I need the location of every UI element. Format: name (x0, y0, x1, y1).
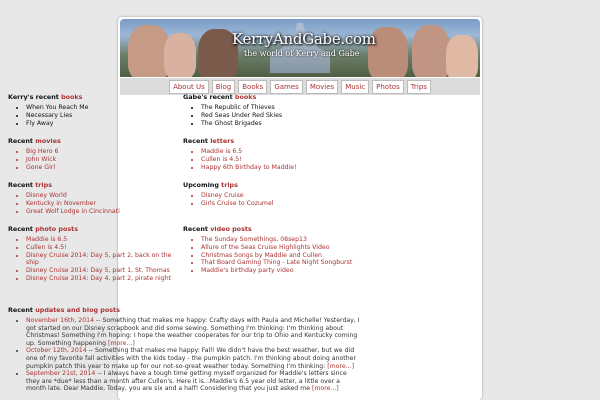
site-subtitle: the world of Kerry and Gabe (244, 49, 360, 58)
section-heading: Recent photo posts (8, 225, 79, 233)
nav-about-us[interactable]: About Us (169, 80, 209, 94)
section-link[interactable]: movies (35, 137, 61, 145)
list-item[interactable]: • Gone Girl (26, 164, 180, 172)
section-gabe-books (183, 93, 355, 127)
list-item[interactable]: • John Wick (26, 156, 180, 164)
nav-games[interactable]: Games (270, 80, 303, 94)
section-recent-trips (8, 181, 180, 215)
list-item[interactable]: • Disney Cruise (201, 192, 355, 200)
list-item[interactable]: • Maddie is 6.5 (201, 148, 355, 156)
update-item: • October 12th, 2014 -- Something that makes me happy: Fall! We didn't have the best weather, but we did one of my favorite fall activities with the kids today - the pumpkin patch. I'm thinking about doing another pumpkin patch this year to make up for our not-so-great weather today. Something I'm thinking: [more...] (26, 347, 360, 370)
nav-blog[interactable]: Blog (212, 80, 235, 94)
list-item[interactable]: • Girls Cruise to Cozumel (201, 200, 355, 208)
section-link[interactable]: photo posts (35, 225, 79, 233)
section-kerry-books (8, 93, 180, 127)
list-item: • When You Reach Me (26, 104, 180, 112)
section-upcoming-trips (183, 181, 355, 208)
section-link[interactable]: books (61, 93, 83, 101)
read-more-link[interactable]: [more...] (327, 362, 355, 370)
list-item[interactable]: • Disney Cruise 2014: Day 4, part 2, pirate night (26, 275, 180, 283)
section-recent-photo-posts (8, 225, 180, 283)
nav-movies[interactable]: Movies (306, 80, 338, 94)
list-item: • Fly Away (26, 120, 180, 128)
section-heading: Recent video posts (183, 225, 252, 233)
list-item[interactable]: • Disney Cruise 2014: Day 5, part 1, St. Thomas (26, 267, 180, 275)
list-item[interactable]: • Cullen is 4.5! (201, 156, 355, 164)
list-item[interactable]: • The Sunday Somethings, 08sep13 (201, 236, 355, 244)
section-recent-movies (8, 137, 180, 171)
list-item[interactable]: • That Board Gaming Thing - Late Night Songburst (201, 259, 355, 267)
list-item[interactable]: • Allure of the Seas Cruise Highlights Video (201, 244, 355, 252)
list-item[interactable]: • Disney Cruise 2014: Day 5, part 2, back on the ship (26, 252, 180, 268)
section-link[interactable]: books (234, 93, 257, 101)
update-date-link[interactable]: October 12th, 2014 (26, 347, 87, 355)
section-link[interactable]: video posts (210, 225, 252, 233)
update-date-link[interactable]: September 21st, 2014 (26, 370, 96, 378)
nav-books[interactable]: Books (238, 80, 267, 94)
section-heading: Gabe's recent books (183, 93, 257, 101)
list-item[interactable]: • Great Wolf Lodge in Cincinnati (26, 208, 180, 216)
section-link[interactable]: letters (210, 137, 235, 145)
section-link[interactable]: trips (221, 181, 238, 189)
list-item: • Red Seas Under Red Skies (201, 112, 355, 120)
section-heading: Recent updates and blog posts (8, 306, 120, 314)
section-heading: Recent trips (8, 181, 52, 189)
nav-music[interactable]: Music (341, 80, 369, 94)
section-heading: Kerry's recent books (8, 93, 83, 101)
update-item: • November 16th, 2014 -- Something that makes me happy: Crafty days with Paula and Michelle! Yesterday, I got started on our Disney scrapbook and did some sewing. Something I'm thinking: I'm thinking about Christmas! Something I'm hoping: I hope the weather cooperates for our trip to Ohio and Kentucky coming up. Something happening [more...] (26, 317, 360, 347)
section-link[interactable]: updates and blog posts (35, 306, 120, 314)
read-more-link[interactable]: [more...] (311, 385, 339, 393)
family-photo-right-2 (412, 25, 450, 77)
list-item[interactable]: • Happy 6th Birthday to Maddie! (201, 164, 355, 172)
section-heading: Upcoming trips (183, 181, 238, 189)
read-more-link[interactable]: [more...] (108, 339, 135, 347)
list-item[interactable]: • Big Hero 6 (26, 148, 180, 156)
list-item[interactable]: • Cullen is 4.5! (26, 244, 180, 252)
list-item[interactable]: • Disney World (26, 192, 180, 200)
list-item[interactable]: • Kentucky in November (26, 200, 180, 208)
update-item: • September 21st, 2014 -- I always have a tough time getting myself organized for Maddie's letters since they are *due* less than a month after Cullen's. Here it is...Maddie's 6.5 year old letter, a little over a month late. Dear Maddie, Today, you are six and a half! Considering that you just asked me [more...] (26, 370, 360, 393)
list-item[interactable]: • Christmas Songs by Maddie and Cullen (201, 252, 355, 260)
family-photo-left-2 (164, 33, 196, 77)
section-recent-letters (183, 137, 355, 171)
list-item: • The Republic of Thieves (201, 104, 355, 112)
list-item: • The Ghost Brigades (201, 120, 355, 128)
nav-photos[interactable]: Photos (372, 80, 404, 94)
header-banner (120, 19, 480, 77)
update-date-link[interactable]: November 16th, 2014 (26, 317, 95, 324)
list-item[interactable]: • Maddie's birthday party video (201, 267, 355, 275)
section-heading: Recent letters (183, 137, 235, 145)
list-item[interactable]: • Maddie is 6.5 (26, 236, 180, 244)
nav-trips[interactable]: Trips (407, 80, 431, 94)
updates-section (8, 306, 360, 393)
list-item: • Necessary Lies (26, 112, 180, 120)
section-link[interactable]: trips (35, 181, 52, 189)
section-recent-video-posts (183, 225, 355, 275)
site-title-link[interactable]: KerryAndGabe.com (232, 30, 376, 48)
section-heading: Recent movies (8, 137, 61, 145)
family-photo-right-3 (446, 35, 478, 77)
